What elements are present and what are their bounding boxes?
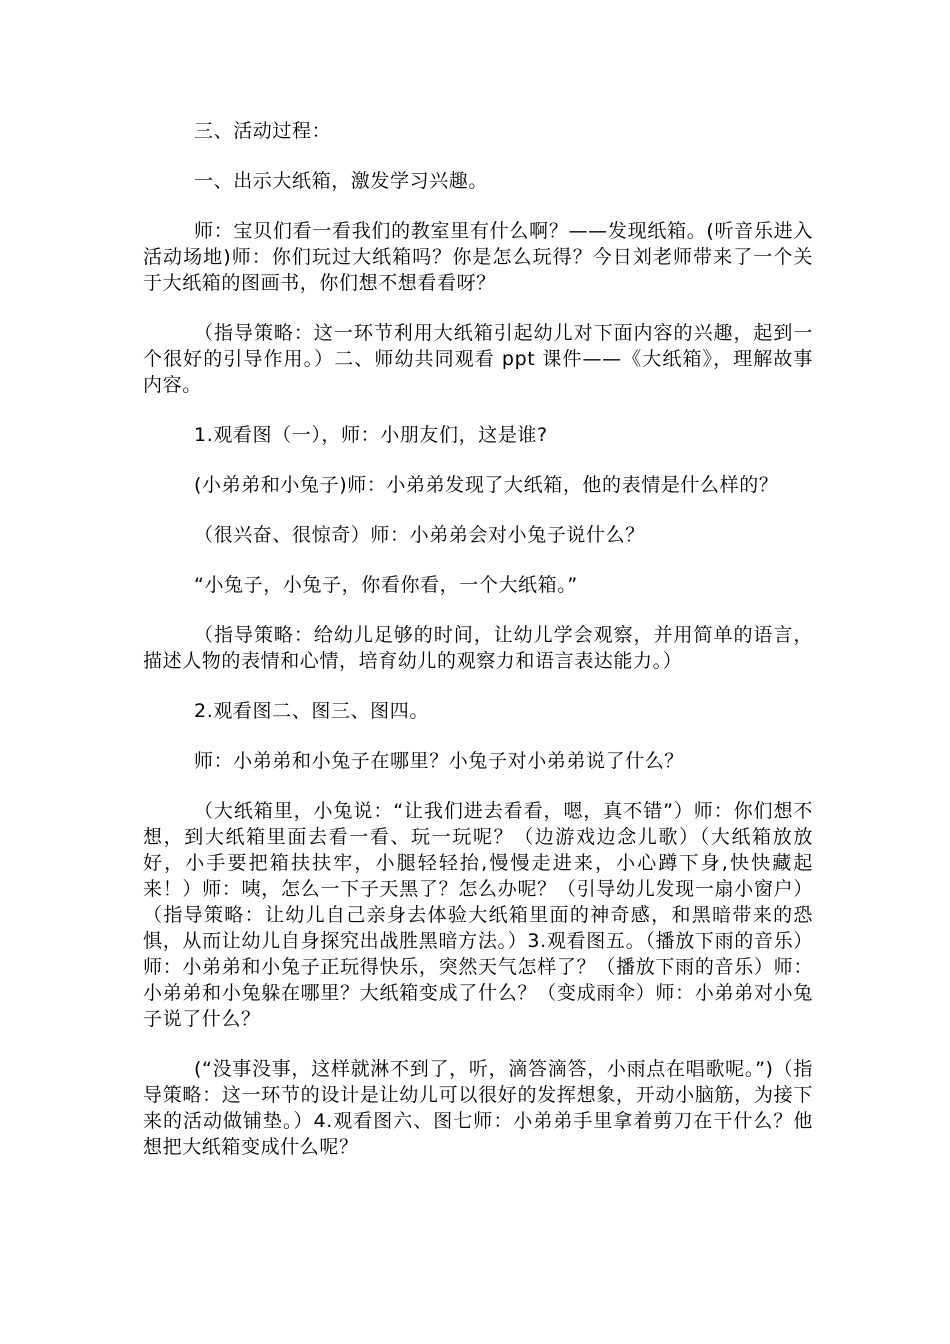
paragraph-rain-song: (“没事没事，这样就淋不到了，听，滴答滴答，小雨点在唱歌呢。”)（指导策略：这一环节的设计是让幼儿可以很好的发挥想象，开动小脑筋，为接下来的活动做铺垫。）4.观看图六、图七师：小弟弟手里拿着剪刀在干什么？他想把大纸箱变成什么呢？ <box>143 1058 813 1158</box>
paragraph-where-question: 师：小弟弟和小兔子在哪里？小兔子对小弟弟说了什么？ <box>194 750 685 772</box>
paragraph-teacher-intro: 师：宝贝们看一看我们的教室里有什么啊？——发现纸箱。(听音乐进入活动场地)师：你们玩过大纸箱吗？你是怎么玩得？今日刘老师带来了一个关于大纸箱的图画书，你们想不想看看呀？ <box>143 220 813 294</box>
paragraph-guidance-two: （指导策略：给幼儿足够的时间，让幼儿学会观察，并用简单的语言，描述人物的表情和心情，培育幼儿的观察力和语言表达能力。） <box>143 624 813 672</box>
paragraph-step-one-heading: 一、出示大纸箱，激发学习兴趣。 <box>194 170 489 192</box>
paragraph-picture-one: 1.观看图（一），师：小朋友们，这是谁? <box>194 424 548 446</box>
document-body <box>143 118 813 1184</box>
paragraph-guidance-one: （指导策略：这一环节利用大纸箱引起幼儿对下面内容的兴趣，起到一个很好的引导作用。）二、师幼共同观看 ppt 课件——《大纸箱》，理解故事内容。 <box>143 322 813 396</box>
paragraph-brother-rabbit: (小弟弟和小兔子)师：小弟弟发现了大纸箱，他的表情是什么样的？ <box>194 474 779 496</box>
paragraph-excited: （很兴奋、很惊奇）师：小弟弟会对小兔子说什么？ <box>194 524 645 546</box>
paragraph-section-heading: 三、活动过程： <box>194 120 332 142</box>
paragraph-pictures-two-four: 2.观看图二、图三、图四。 <box>194 700 429 722</box>
paragraph-inside-box: （大纸箱里，小兔说：“让我们进去看看，嗯，真不错”）师：你们想不想，到大纸箱里面去看一看、玩一玩呢？（边游戏边念儿歌）（大纸箱放放好，小手要把箱扶扶牢，小腿轻轻抬,慢慢走进来，小心蹲下身,快快藏起来！）师：咦，怎么一下子天黑了？怎么办呢？（引导幼儿发现一扇小窗户）（指导策略：让幼儿自己亲身去体验大纸箱里面的神奇感，和黑暗带来的恐惧，从而让幼儿自身探究出战胜黑暗方法。）3.观看图五。（播放下雨的音乐）师：小弟弟和小兔子正玩得快乐，突然天气怎样了？（播放下雨的音乐）师：小弟弟和小兔躲在哪里？大纸箱变成了什么？（变成雨伞）师：小弟弟对小兔子说了什么？ <box>143 800 813 1030</box>
paragraph-quote: “小兔子，小兔子，你看你看，一个大纸箱。” <box>194 574 578 596</box>
